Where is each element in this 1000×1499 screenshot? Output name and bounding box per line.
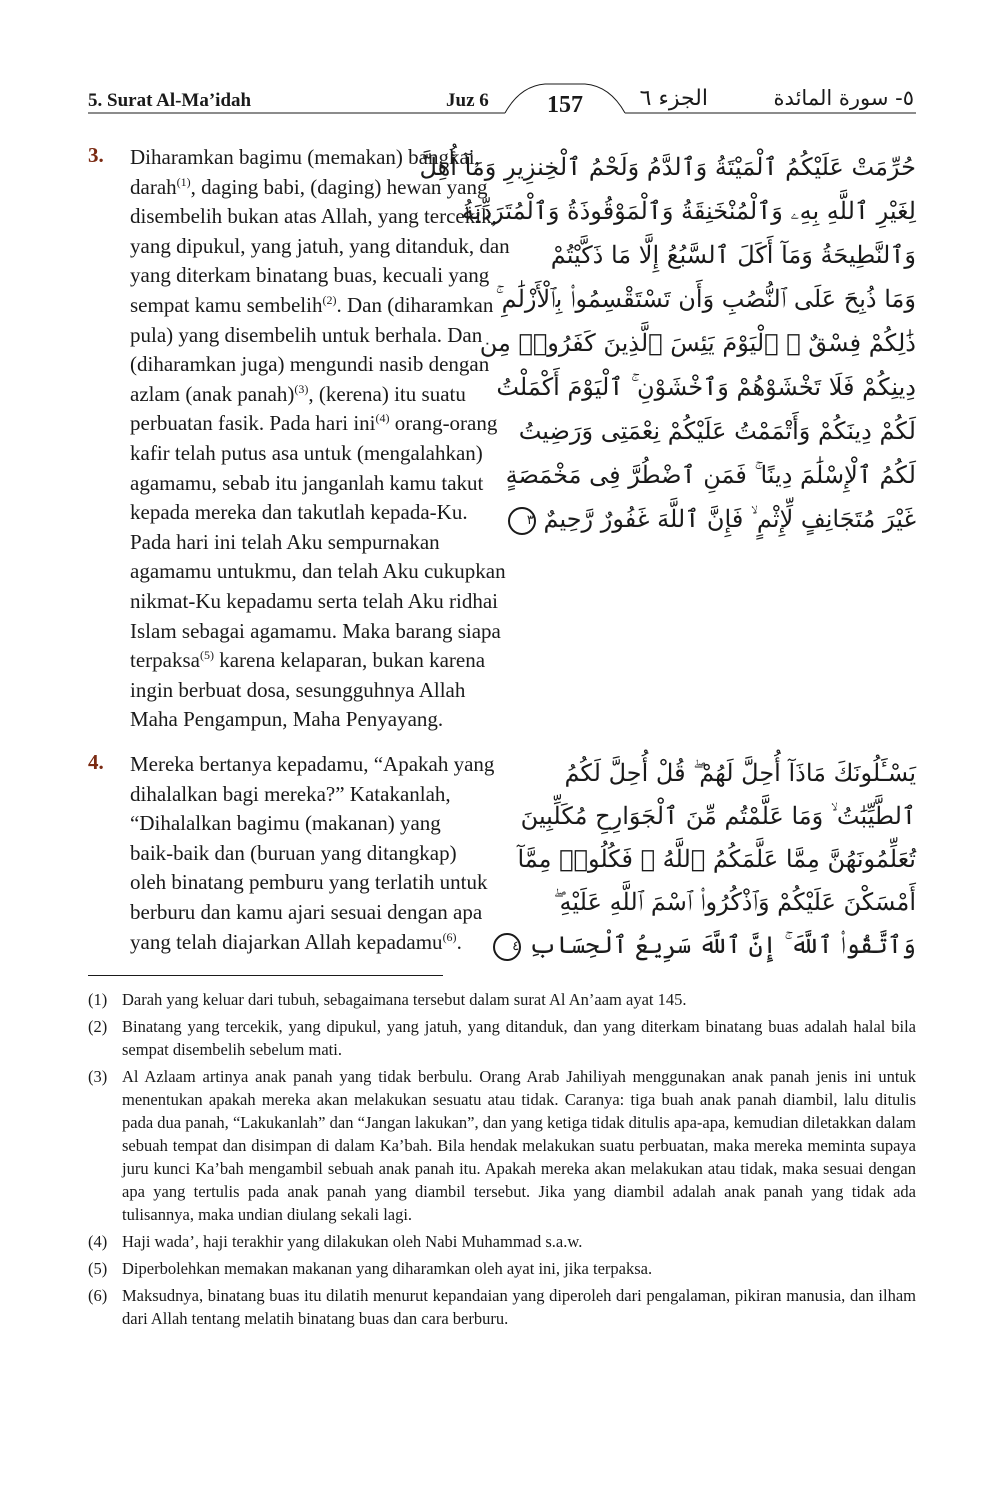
translation-line	[130, 498, 570, 528]
translation-text: oleh binatang pemburu yang terlatih untuk	[130, 870, 488, 895]
footnote-text: Darah yang keluar dari tubuh, sebagaimana tersebut dalam surat Al An’aam ayat 145.	[122, 990, 687, 1009]
footnote-marker: (6)	[88, 1286, 108, 1305]
arabic-line	[518, 409, 916, 453]
translation-text: . Dan (diharamkan	[336, 292, 494, 317]
arabic-line	[553, 881, 916, 924]
page-number: 157	[547, 92, 583, 118]
footnote-marker: (3)	[88, 1067, 108, 1086]
translation-line	[130, 409, 570, 439]
arabic-text: لَكُمْ دِينَكُمْ وَأَتْمَمْتُ عَلَيْكُمْ نِعْمَتِى وَرَضِيتُ	[518, 417, 916, 445]
arabic-text: أَمْسَكْنَ عَلَيْكُمْ وَٱذْكُرُوا۟ ٱسْمَ ٱللَّهِ عَلَيْهِ ۖ	[553, 888, 916, 916]
translation-text: azlam (anak panah)	[130, 381, 295, 406]
footnote-reference: (2)	[322, 292, 337, 307]
arabic-text: تُعَلِّمُونَهُنَّ مِمَّا عَلَّمَكُمُ ٱللَّهُ ۖ فَكُلُوا۟ مِمَّآ	[517, 845, 916, 873]
translation-text: karena kelaparan, bukan karena	[213, 648, 486, 673]
footnotes	[88, 988, 916, 1334]
arabic-text: وَمَا ذُبِحَ عَلَى ٱلنُّصُبِ وَأَن تَسْتَقْسِمُوا۟ بِٱلْأَزْلَٰمِ ۚ	[495, 285, 916, 313]
arabic-text: حُرِّمَتْ عَلَيْكُمُ ٱلْمَيْتَةُ وَٱلدَّمُ وَلَحْمُ ٱلْخِنزِيرِ وَمَآ أُهِلَّ	[419, 153, 916, 181]
footnote-divider	[88, 975, 443, 976]
arabic-line	[495, 277, 916, 321]
arabic-line	[461, 189, 916, 233]
footnote-reference: (4)	[375, 411, 390, 426]
translation-line	[130, 839, 570, 869]
verse-4-arabic	[512, 752, 916, 967]
translation-text: “Dihalalkan bagimu (makanan) yang	[130, 811, 441, 836]
translation-text: berburu dan kamu ajari sesuai dengan apa	[130, 899, 483, 924]
translation-text: Mereka bertanya kepadamu, “Apakah yang	[130, 752, 495, 776]
translation-line	[130, 868, 570, 898]
footnote-item	[88, 1284, 916, 1330]
arabic-line	[550, 233, 916, 277]
arabic-text: وَٱلنَّطِيحَةُ وَمَآ أَكَلَ ٱلسَّبُعُ إِلَّا مَا ذَكَّيْتُمْ	[550, 241, 916, 269]
translation-text: .	[456, 929, 462, 954]
arabic-text: ذَٰلِكُمْ فِسْقٌ ۗ ٱلْيَوْمَ يَئِسَ ٱلَّذِينَ كَفَرُوا۟ مِن	[479, 329, 916, 357]
arabic-text: دِينِكُمْ فَلَا تَخْشَوْهُمْ وَٱخْشَوْنِ ۚ ٱلْيَوْمَ أَكْمَلْتُ	[496, 373, 916, 401]
footnote-text: Al Azlaam artinya anak panah yang tidak berbulu. Orang Arab Jahiliyah menggunakan anak panah jenis ini untuk menentukan apakah mereka akan melakukan sesuatu atau tidak. Caranya: tiga buah anak panah diambil, lalu ditulis pada dua panah, “Lakukanlah” dan “Jangan lakukan”, dan yang ketiga tidak ditulis apa-apa, kemudian diletakkan dalam sebuah tempat dan disimpan di dalam Ka’bah. Bila hendak melakukan suatu perbuatan, maka mereka meminta supaya juru kunci Ka’bah mengambil sebuah anak panah itu. Apakah mereka akan melakukan atau tidak, maka sesuai dengan apa yang tertulis pada anak panah yang diambil tersebut. Jika yang diambil adalah anak panah yang tidak ada tulisannya, maka undian diulang sekali lagi.	[122, 1067, 916, 1224]
surah-title-latin: 5. Surat Al-Ma’idah	[88, 90, 252, 111]
translation-line	[130, 780, 570, 810]
translation-text: , daging babi, (daging) hewan yang	[190, 174, 488, 199]
translation-text: ingin berbuat dosa, sesungguhnya Allah	[130, 677, 466, 702]
footnote-item	[88, 1257, 916, 1280]
translation-text: dihalalkan bagi mereka?” Katakanlah,	[130, 781, 451, 806]
translation-text: kafir telah putus asa untuk (mengalahkan)	[130, 440, 483, 465]
translation-line	[130, 646, 570, 676]
translation-text: Maha Pengampun, Maha Penyayang.	[130, 707, 444, 732]
translation-text: kepada mereka dan takutlah kepada-Ku.	[130, 500, 468, 525]
translation-text: disembelih bukan atas Allah, yang tercekik,	[130, 204, 497, 229]
translation-line	[130, 750, 570, 780]
translation-text: baik-baik dan (buruan yang ditangkap)	[130, 840, 457, 865]
translation-line	[130, 469, 570, 499]
translation-text: pula) yang disembelih untuk berhala. Dan	[130, 322, 483, 347]
verse-number: 3.	[88, 143, 104, 167]
arabic-line	[526, 497, 916, 541]
arabic-text: غَيْرَ مُتَجَانِفٍ لِّإِثْمٍ ۙ فَإِنَّ ٱللَّهَ غَفُورٌ رَّحِيمٌ	[543, 505, 916, 533]
translation-line	[130, 705, 570, 735]
footnote-reference: (1)	[176, 174, 191, 189]
juz-label-latin: Juz 6	[446, 90, 489, 111]
translation-line	[130, 557, 570, 587]
translation-line	[130, 809, 570, 839]
arabic-line	[505, 453, 916, 497]
arabic-line	[564, 752, 916, 795]
footnote-text: Maksudnya, binatang buas itu dilatih menurut kepandaian yang diperoleh dari pengalaman, pikiran manusia, dan ilham dari Allah tentang melatih binatang buas dan cara berburu.	[122, 1286, 916, 1328]
footnote-reference: (5)	[199, 648, 214, 663]
translation-text: yang telah diajarkan Allah kepadamu	[130, 929, 443, 954]
footnote-marker: (4)	[88, 1232, 108, 1251]
verse-number: 4.	[88, 750, 104, 774]
translation-line	[130, 528, 570, 558]
translation-text: (diharamkan juga) mengundi nasib dengan	[130, 352, 490, 377]
arabic-line	[419, 145, 916, 189]
footnote-text: Binatang yang tercekik, yang dipukul, yang jatuh, yang ditanduk, dan yang diterkam binatang buas adalah halal bila sempat disembelih sebelum mati.	[122, 1017, 916, 1059]
translation-text: agamamu untukmu, dan telah Aku cukupkan	[130, 559, 506, 584]
translation-text: agamamu, sebab itu janganlah kamu takut	[130, 470, 484, 495]
arabic-text: ٱلطَّيِّبَٰتُ ۙ وَمَا عَلَّمْتُم مِّنَ ٱلْجَوَارِحِ مُكَلِّبِينَ	[520, 802, 916, 830]
ayah-end-marker-icon: ٤	[493, 933, 521, 961]
arabic-text: لَكُمُ ٱلْإِسْلَٰمَ دِينًا ۚ فَمَنِ ٱضْطُرَّ فِى مَخْمَصَةٍ	[505, 461, 916, 489]
arabic-text: وَٱتَّقُوا۟ ٱللَّهَ ۚ إِنَّ ٱللَّهَ سَرِيعُ ٱلْحِسَابِ	[528, 931, 916, 959]
arabic-line	[479, 321, 916, 365]
translation-text: terpaksa	[130, 648, 200, 673]
footnote-item	[88, 1015, 916, 1061]
surah-title-arabic: ٥- سورة المائدة	[773, 86, 914, 110]
arabic-line	[520, 795, 916, 838]
translation-text: yang diterkam binatang buas, kecuali yang	[130, 263, 490, 288]
translation-text: sempat kamu sembelih	[130, 292, 323, 317]
arabic-text: يَسْـَٔلُونَكَ مَاذَآ أُحِلَّ لَهُمْ ۖ قُلْ أُحِلَّ لَكُمُ	[564, 759, 916, 787]
translation-text: yang dipukul, yang jatuh, yang ditanduk, dan	[130, 233, 510, 258]
translation-text: perbuatan fasik. Pada hari ini	[130, 411, 376, 436]
translation-text: darah	[130, 174, 177, 199]
footnote-item	[88, 1230, 916, 1253]
translation-text: Islam sebagai agamamu. Maka barang siapa	[130, 618, 501, 643]
arabic-line	[512, 924, 916, 967]
footnote-marker: (5)	[88, 1259, 108, 1278]
translation-text: , (kerena) itu suatu	[308, 381, 466, 406]
footnote-reference: (3)	[294, 381, 309, 396]
translation-line	[130, 439, 570, 469]
translation-text: nikmat-Ku kepadamu serta telah Aku ridhai	[130, 588, 498, 613]
arabic-line	[496, 365, 916, 409]
footnote-reference: (6)	[442, 929, 457, 944]
footnote-item	[88, 1065, 916, 1226]
footnote-text: Haji wada’, haji terakhir yang dilakukan oleh Nabi Muhammad s.a.w.	[122, 1232, 583, 1251]
juz-label-arabic: الجزء ٦	[639, 86, 708, 111]
ayah-end-marker-icon: ٣	[508, 507, 536, 535]
translation-text: Pada hari ini telah Aku sempurnakan	[130, 529, 440, 554]
translation-line	[130, 587, 570, 617]
translation-line	[130, 676, 570, 706]
translation-line	[130, 617, 570, 647]
footnote-marker: (1)	[88, 990, 108, 1009]
footnote-item	[88, 988, 916, 1011]
footnote-marker: (2)	[88, 1017, 108, 1036]
arabic-text: لِغَيْرِ ٱللَّهِ بِهِۦ وَٱلْمُنْخَنِقَةُ وَٱلْمَوْقُوذَةُ وَٱلْمُتَرَدِّيَةُ	[461, 197, 916, 225]
translation-text: Diharamkan bagimu (memakan) bangkai,	[130, 145, 480, 169]
footnote-text: Diperbolehkan memakan makanan yang diharamkan oleh ayat ini, jika terpaksa.	[122, 1259, 653, 1278]
translation-text: orang-orang	[389, 411, 498, 436]
arabic-line	[517, 838, 916, 881]
translation-line	[130, 232, 570, 262]
